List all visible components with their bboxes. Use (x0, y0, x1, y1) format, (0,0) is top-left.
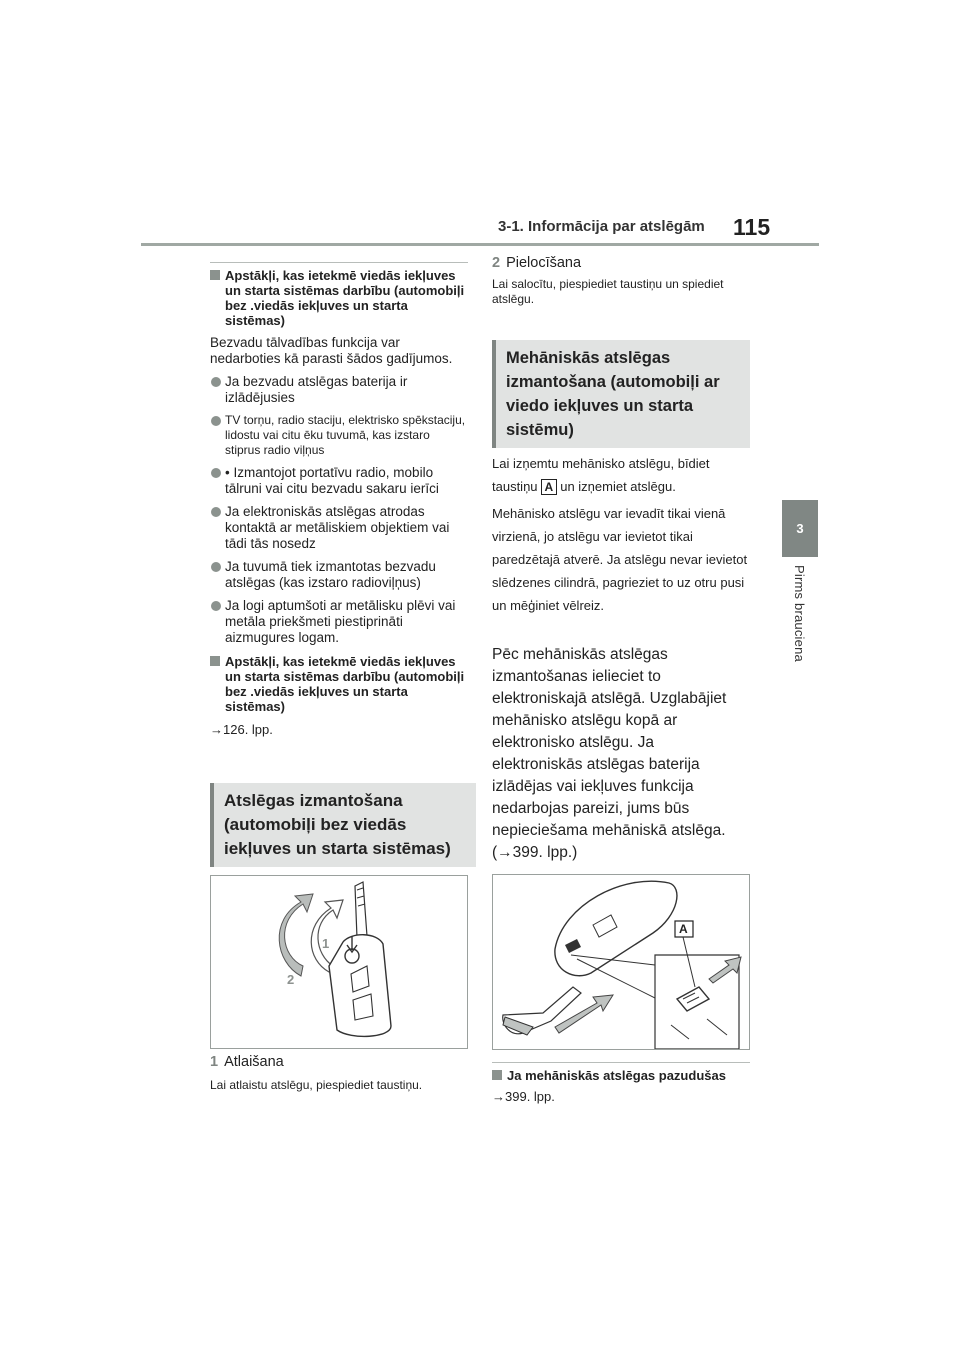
page-reference: →399. lpp. (492, 1089, 555, 1104)
page-reference: →126. lpp. (210, 722, 273, 737)
section-heading-conditions: Apstākļi, kas ietekmē viedās iekļuves un starta sistēmas darbību (automobiļi bez .viedās iekļuves un starta sistēmas) (210, 268, 468, 328)
list-item: Ja tuvumā tiek izmantotas bezvadu atslēgas (kas izstaro radioviļņus) (210, 559, 468, 591)
mechanical-key-para-1: Lai izņemtu mehānisko atslēgu, bīdiet taustiņu A un izņemiet atslēgu. (492, 456, 710, 494)
chapter-tab: 3 (782, 500, 818, 557)
section-title: 3-1. Informācija par atslēgām (498, 218, 705, 235)
mechanical-key-para-3: Pēc mehāniskās atslēgas izmantošanas ielieciet to elektroniskajā atslēgā. Uzglabājiet mehānisko atslēgu kopā ar elektronisko atslēgu. Ja elektroniskās atslēgas baterija izlādējas vai iekļuves funkcija nedarbojas pareizi, jums būs nepieciešama mehāniskā atslēga. (→399. lpp.) (492, 646, 727, 861)
list-item: • Izmantojot portatīvu radio, mobilo tālruni vai citu bezvadu sakaru ierīci (210, 465, 468, 497)
key-blade-icon (355, 882, 367, 938)
left-column (210, 262, 468, 737)
list-item: Ja logi aptumšoti ar metālisku plēvi vai metāla priekšmeti piestiprināti aizmugures logam. (210, 598, 468, 646)
section-heading-conditions-2: Apstākļi, kas ietekmē viedās iekļuves un starta sistēmas darbību (automobiļi bez .viedās iekļuves un starta sistēmas) (210, 654, 468, 714)
section-rule (210, 262, 468, 263)
figure-label-1: 1 (322, 936, 330, 951)
step-number: 2 (492, 255, 501, 271)
lost-key-section (492, 1062, 750, 1104)
conditions-intro: Bezvadu tālvadības funkcija var nedarboties kā parasti šādos gadījumos. (210, 335, 453, 366)
figure-label-a: A (679, 922, 688, 936)
step-fold-text: Lai salocītu, piespiediet taustiņu un spiediet atslēgu. (492, 277, 724, 306)
section-heading-lost-key: Ja mehāniskās atslēgas pazudušas (492, 1068, 750, 1083)
folding-key-illustration (211, 876, 467, 1048)
step-label: Atlaišana (224, 1054, 284, 1070)
list-item: TV torņu, radio staciju, elektrisko spēkstaciju, lidostu vai citu ēku tuvumā, kas izstaro stiprus radio viļņus (210, 413, 468, 458)
list-item: Ja bezvadu atslēgas baterija ir izlādējusies (210, 374, 468, 406)
page-number: 115 (733, 214, 771, 240)
section-rule (492, 1062, 750, 1063)
chapter-name: Pirms brauciena (792, 565, 807, 662)
header-rule (141, 243, 819, 246)
button-a-label: A (541, 479, 558, 495)
figure-label-2: 2 (287, 972, 295, 987)
step-release (210, 1054, 284, 1070)
arrow-2-icon (279, 894, 313, 976)
right-column (492, 255, 750, 307)
step-fold (492, 255, 750, 271)
figure-mechanical-key (492, 874, 750, 1050)
step-number: 1 (210, 1054, 219, 1070)
topic-box-mechanical-key: Mehāniskās atslēgas izmantošana (automobiļi ar viedo iekļuves un starta sistēmu) (492, 340, 750, 448)
step-label: Pielocīšana (506, 255, 582, 271)
list-item: Ja elektroniskās atslēgas atrodas kontaktā ar metāliskiem objektiem vai tādi tās nosedz (210, 504, 468, 552)
figure-folding-key (210, 875, 468, 1049)
mechanical-key-para-2: Mehānisko atslēgu var ievadīt tikai vienā virzienā, jo atslēgu var ievietot tikai paredzētajā atverē. Ja atslēgu nevar ievietot slēdzenes cilindrā, pagrieziet to uz otru pusi un mēģiniet vēlreiz. (492, 506, 748, 613)
mechanical-key-illustration (493, 875, 749, 1049)
topic-box-key-usage: Atslēgas izmantošana (automobiļi bez viedās iekļuves un starta sistēmas) (210, 783, 476, 867)
step-release-text: Lai atlaistu atslēgu, piespiediet taustiņu. (210, 1078, 423, 1092)
